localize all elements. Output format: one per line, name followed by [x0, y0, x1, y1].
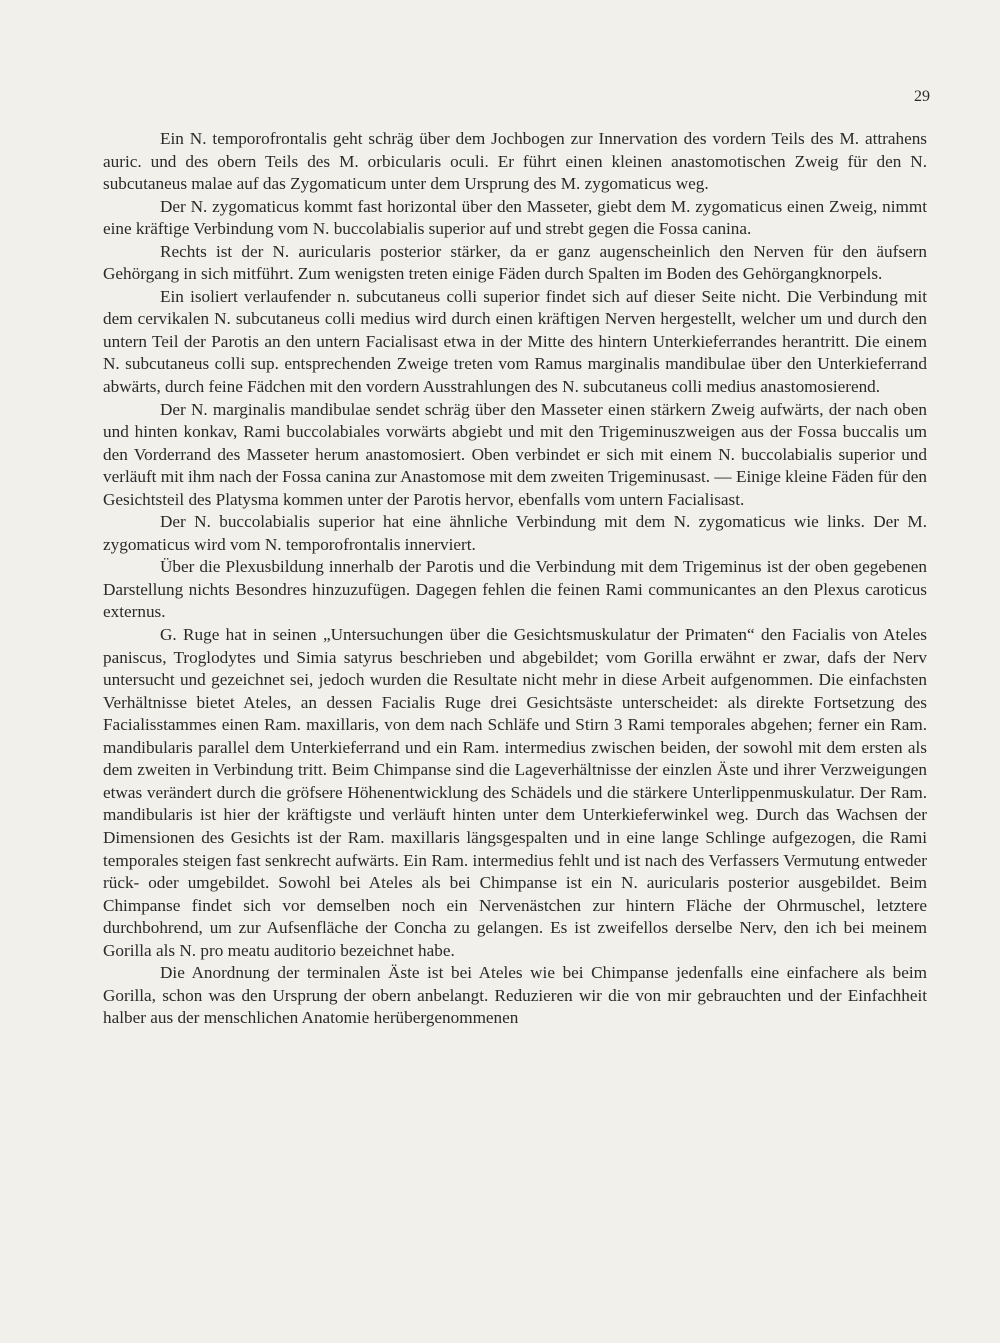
paragraph-2: Der N. zygomaticus kommt fast horizontal über den Masseter, giebt dem M. zygomaticus einen Zweig, nimmt eine kräftige Verbindung vom N. buccolabialis superior auf und strebt gegen die Fossa canina.: [103, 196, 927, 239]
paragraph-9: Die Anordnung der terminalen Äste ist bei Ateles wie bei Chimpanse jedenfalls eine einfachere als beim Gorilla, schon was den Ursprung der obern anbelangt. Reduzieren wir die von mir gebrauchten und der Einfachheit halber aus der menschlichen Anatomie herübergenommenen: [103, 963, 927, 1028]
body-text: [103, 128, 927, 1030]
paragraph-8: G. Ruge hat in seinen „Untersuchungen über die Gesichtsmuskulatur der Primaten“ den Facialis von Ateles paniscus, Troglodytes und Simia satyrus beschrieben und abgebildet; vom Gorilla erwähnt er zwar, dafs der Nerv untersucht und gezeichnet sei, jedoch wurden die Resultate nicht mehr in diese Arbeit aufgenommen. Die einfachsten Verhältnisse bietet Ateles, an dessen Facialis Ruge drei Gesichtsäste unterscheidet: als direkte Fortsetzung des Facialisstammes einen Ram. maxillaris, von dem nach Schläfe und Stirn 3 Rami temporales abgehen; ferner ein Ram. mandibularis parallel dem Unterkieferrand und ein Ram. intermedius zwischen beiden, der sowohl mit dem ersten als dem zweiten in Verbindung tritt. Beim Chimpanse sind die Lageverhältnisse der einzlen Äste und ihrer Verzweigungen etwas verändert durch die gröfsere Höhenentwicklung des Schädels und die stärkere Unterlippenmuskulatur. Der Ram. mandibularis ist hier der kräftigste und verläuft hinten unter dem Unterkieferwinkel weg. Durch das Wachsen der Dimensionen des Gesichts ist der Ram. maxillaris längsgespalten und in eine lange Schlinge aufgezogen, die Rami temporales steigen fast senkrecht aufwärts. Ein Ram. intermedius fehlt und ist nach des Verfassers Vermutung entweder rück- oder umgebildet. Sowohl bei Ateles als bei Chimpanse ist ein N. auricularis posterior ausgebildet. Beim Chimpanse findet sich vor demselben noch ein Nervenästchen zur hintern Fläche der Ohrmuschel, letztere durchbohrend, um zur Aufsenfläche der Concha zu gelangen. Es ist zweifellos derselbe Nerv, den ich bei meinem Gorilla als N. pro meatu auditorio bezeichnet habe.: [103, 625, 927, 960]
paragraph-1: Ein N. temporofrontalis geht schräg über dem Jochbogen zur Innervation des vordern Teils des M. attrahens auric. und des obern Teils des M. orbicularis oculi. Er führt einen kleinen anastomotischen Zweig für den N. subcutaneus malae auf das Zygomaticum unter dem Ursprung des M. zygomaticus weg.: [103, 129, 927, 194]
page-number: 29: [914, 88, 930, 105]
paragraph-5: Der N. marginalis mandibulae sendet schräg über den Masseter einen stärkern Zweig aufwärts, der nach oben und hinten konkav, Rami buccolabiales vorwärts abgiebt und mit den Trigeminuszweigen aus der Fossa buccalis um den Vorderrand des Masseter herum anastomosiert. Oben verbindet er sich mit einem N. buccolabialis superior und verläuft mit ihm nach der Fossa canina zur Anastomose mit dem zweiten Trigeminusast. — Einige kleine Fäden für den Gesichtsteil des Platysma kommen unter der Parotis hervor, ebenfalls vom untern Facialisast.: [103, 399, 927, 509]
paragraph-6: Der N. buccolabialis superior hat eine ähnliche Verbindung mit dem N. zygomaticus wie links. Der M. zygomaticus wird vom N. temporofrontalis innerviert.: [103, 512, 927, 554]
paragraph-7: Über die Plexusbildung innerhalb der Parotis und die Verbindung mit dem Trigeminus ist der oben gegebenen Darstellung nichts Besondres hinzuzufügen. Dagegen fehlen die feinen Rami communicantes an den Plexus caroticus externus.: [103, 557, 927, 622]
paragraph-3: Rechts ist der N. auricularis posterior stärker, da er ganz augenscheinlich den Nerven für den äufsern Gehörgang in sich mitführt. Zum wenigsten treten einige Fäden durch Spalten im Boden des Gehörgangknorpels.: [103, 241, 927, 284]
paragraph-4: Ein isoliert verlaufender n. subcutaneus colli superior findet sich auf dieser Seite nicht. Die Verbindung mit dem cervikalen N. subcutaneus colli medius wird durch einen kräftigen Nerven hergestellt, welcher um und durch den untern Teil der Parotis an den untern Facialisast etwa in der Mitte des hintern Unterkieferrandes herantritt. Die einem N. subcutaneus colli sup. entsprechenden Zweige treten vom Ramus marginalis mandibulae über den Unterkieferrand abwärts, durch feine Fädchen mit den vordern Ausstrahlungen des N. subcutaneus colli medius anastomosierend.: [103, 286, 927, 397]
